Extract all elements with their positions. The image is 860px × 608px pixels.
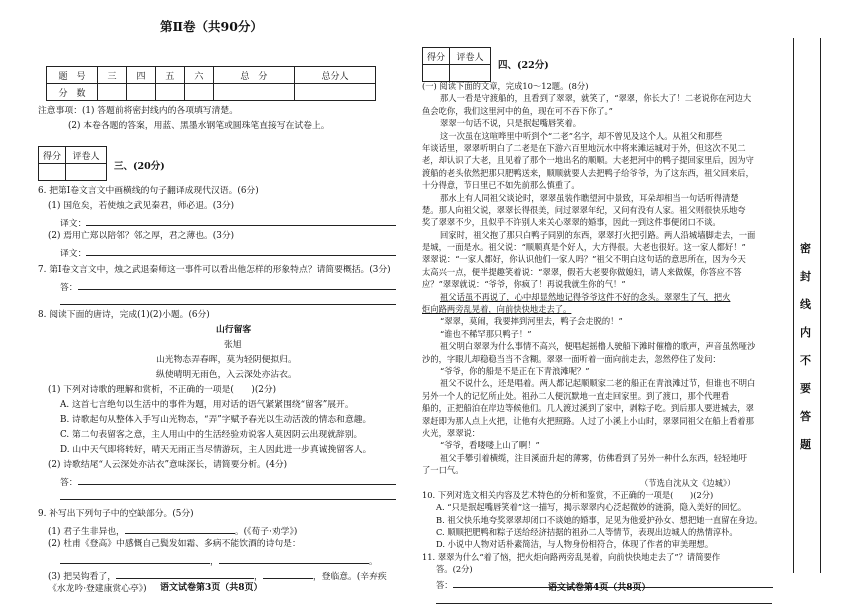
left-questions: 6. 把第Ⅰ卷文言文中画横线的句子翻译成现代汉语。(6分) (1) 国危矣，若使烛之武见秦君，师必退。(3分) 译文： (2) 焉用亡郑以陪邻？邻之厚，君之薄也。(3分) 译文： 7. 第Ⅰ卷文言文中，烛之武退秦师这一事件可以看出他怎样的形象特点？请简要概括。(3分) 答： 8. 阅读下面的唐诗，完成(1)(2)小题。(6分) 山行留客 张旭 山光物态弄春晖，莫为轻阴便拟归。 纵使晴明无雨色，入云深处亦沾衣。 (1) 下列对诗歌的理解和赏析，不正确的一项是( )(2分) A. 这首七言绝句以生活中的事件为题，用对话的语气紧紧围绕“留客”展开。 B. 诗歌起句从整体入手写山光物态，“弄”字赋予春光以生动活泼的情态和意趣。 C. 第二句表留客之意，主人用山中的生活经验劝说客人莫因阴云出现就辞别。 D. 山中天气即将转好，晴天无雨正当尽情游玩，主人因此进一步真诚挽留客人。 (2) 诗歌结尾“人云深处亦沾衣”意味深长，请简要分析。(4分) 答： 9. 补写出下列句子中的空缺部分。(5分) (1) 君子生非异也， 。(《荀子·劝学》) (2) 杜甫《登高》中感慨自己鬓发如霜、多病不能饮酒的诗句是： ， 。 (3) 把吴钩看了， ， ，登临意。(辛弃疾 《水龙吟·登建康赏心亭》) [38,184,396,597]
seal-char: 答 [800,410,811,423]
question-10: 10. 下列对选文相关内容及艺术特色的分析和鉴赏，不正确的一项是( )(2分) [422,489,714,500]
passage-line: “爷爷，你的船是不是正在下青浪滩呢？” [440,365,590,376]
question-9-2: (2) 杜甫《登高》中感慨自己鬓发如霜、多病不能饮酒的诗句是： [48,539,301,549]
fill-blank[interactable] [116,567,254,579]
grader-box-score-label: 得分 [39,147,66,164]
passage-line: 火光，翠翠说： [422,427,481,438]
grader-box [422,47,491,82]
passage-line: 那水上有人同祖父谈论时，翠翠虽装作瞧望河中景致，耳朵却相当一句话听得清楚 [440,192,739,203]
reading-intro: (一) 阅读下面的文章，完成10～12题。(8分) [422,81,589,91]
passage-line: “爷爷，看喽喽上山了啊！” [440,440,540,451]
question-8: 8. 阅读下面的唐诗，完成(1)(2)小题。(6分) [38,310,210,320]
passage-line: 祖父明白翠翠为什么事情不高兴，便唱起摇橹人驶船下滩时催橹的歌声，声音虽然哑沙 [440,341,756,352]
notice-line: (2) 本卷各题的答案，用蓝、黑墨水钢笔或圆珠笔直接写在试卷上。 [68,121,330,131]
passage-line: 回家时，祖父抱了那只白鸭子同别的东西，翠翠打火把引路。两人沿城墙脚走去，一面 [440,229,756,240]
answer-line[interactable] [60,293,396,305]
score-table-header-row [47,67,376,84]
seal-char: 封 [800,270,811,283]
answer-label: 答： [60,478,78,488]
underlined-passage-line: 祖父话虽不再说了，心中却显然地记得爷爷这件不好的念头。翠翠生了气，把火 [440,291,731,302]
question-6-2: (2) 焉用亡郑以陪邻？邻之厚，君之薄也。(3分) [48,231,235,241]
question-11-cont: 答。(2分) [436,564,473,575]
question-11: 11. 翠翠为什么“着了恼，把火炬向路两旁乱晃着，向前快快地走去了”？请简要作 [422,551,721,562]
seal-char: 线 [800,298,811,311]
score-header-cell: 三 [98,67,127,84]
score-header-cell: 总 分 [213,67,294,84]
question-6-1: (1) 国危矣，若使烛之武见秦君，师必退。(3分) [48,201,235,211]
passage-line: 另外一个人的记忆所止处。祖孙二人便沉默地一直走回家里。到了渡口，那个代理看 [422,390,729,401]
notice-line: 注意事项：(1) 答题前将密封线内的各项填写清楚。 [38,106,238,116]
option-c[interactable]: C. 第二句表留客之意，主人用山中的生活经验劝说客人莫因阴云出现就辞别。 [60,430,363,440]
question-6: 6. 把第Ⅰ卷文言文中画横线的句子翻译成现代汉语。(6分) [38,186,259,196]
passage-line: 渡船的老头依然把那只肥鸭送来，顺顺就要人去把鸭子给爷爷，为了这东西，祖父回来后， [422,167,754,178]
poem-line: 纵使晴明无雨色，入云深处亦沾衣。 [156,370,297,380]
score-cell-empty[interactable] [213,84,294,101]
question-9-3: (3) 把吴钩看了， [48,572,117,582]
score-table-score-row [47,84,376,101]
option-d[interactable]: D. 小说中人物对话朴素简洁，与人物身份相符合，体现了作者的审美理想。 [436,539,714,550]
passage-line: 翠赶即为那人点上火把，让他有火把照路。人过了小溪上小山时，翠翠同祖父在船上看着那 [422,415,754,426]
passage-line: “翠翠，莫闹，我要摔到河里去，鸭子会走脱的！” [440,316,623,327]
passage-line: 祖父不说什么，还是唱着。两人都记起顺顺家二老的船正在青浪滩过节，但谁也不明白 [440,378,756,389]
score-header-cell: 总分人 [294,67,375,84]
passage-line: 沙的，字眼儿却稳稳当当不含糊。翠翠一面听着一面向前走去，忽然停住了发问： [422,353,721,364]
passage-line: 翠翠说：“一家人都好，你认识他们一家人吗？”祖父不明白这句话的意思所在，因为今天 [422,254,746,265]
score-cell-empty[interactable] [184,84,213,101]
passage-line: 应？”翠翠就说：“爷爷，你疯了！再说我就生你的气！” [422,279,626,290]
question-9: 9. 补写出下列句子中的空缺部分。(5分) [38,509,194,519]
left-page-title: 第Ⅱ卷（共90分） [160,19,263,34]
answer-line[interactable] [86,214,396,226]
answer-line[interactable] [436,592,772,604]
passage-line: 太高兴一点，便半提趣笑着说：“翠翠，假若大老要你做媳妇，请人来做媒，你答应不答 [422,266,742,277]
question-8-1: (1) 下列对诗歌的理解和赏析，不正确的一项是( )(2分) [48,385,277,395]
score-header-cell: 四 [126,67,155,84]
answer-line[interactable] [60,488,396,500]
score-header-cell: 五 [155,67,184,84]
seal-char: 不 [800,354,811,367]
question-7: 7. 第Ⅰ卷文言文中，烛之武退秦师这一事件可以看出他怎样的形象特点？请简要概括。(3分) [38,265,391,275]
question-9-3-source-cont: 《水龙吟·登建康赏心亭》) [48,584,147,594]
grader-box-score-cell[interactable] [423,65,450,82]
seal-char: 题 [800,438,811,451]
question-9-3-source: ，登临意。(辛弃疾 [312,572,387,582]
score-cell-empty[interactable] [98,84,127,101]
passage-line: 翠翠一句话不说，只是抿起嘴唇笑着。 [440,118,582,129]
score-header-cell: 六 [184,67,213,84]
grader-box-score-label: 得分 [423,48,450,65]
passage-source: （节选自沈从文《边城》） [640,477,736,488]
option-c[interactable]: C. 顺顺把肥鸭和粽子送给经济拮据的祖孙二人等情节，表现出边城人的热情淳朴。 [436,527,738,538]
answer-line[interactable] [86,244,396,256]
passage-line: 船的，正把船泊在岸边等候他们。几人渡过溪到了家中，剥粽子吃。到后那人要进城去，翠 [422,403,754,414]
passage-line: 鱼会吃你，我们这里河中的鱼，现在可不吞下你了。” [422,105,613,116]
fill-blank[interactable] [263,567,313,579]
poem-line: 山光物态弄春晖，莫为轻阴便拟归。 [156,355,297,365]
grader-box-score-cell[interactable] [39,164,66,181]
underlined-passage-line: 炬向路两旁乱晃着，向前快快地走去了。 [422,304,572,315]
question-9-1-source: 。(《荀子·劝学》) [234,527,298,537]
translation-label: 译文： [60,219,87,229]
passage-line: 那人一看是守渡船的，且看到了翠翠，就笑了，“翠翠，你长大了！二老说你在河边大 [440,93,752,104]
score-row-label: 分 数 [47,84,98,101]
passage-line: 是城，一面是水。祖父说：“顺顺真是个好人，大方得很。大老也很好。这一家人都好！” [422,242,746,253]
poem-title: 山行留客 [216,325,252,335]
fill-blank[interactable] [60,552,210,564]
left-page-footer: 语文试卷第3页（共8页） [160,583,263,593]
option-d[interactable]: D. 山中天气即将转好，晴天无雨正当尽情游玩，主人因此进一步真诚挽留客人。 [60,445,372,455]
score-cell-empty[interactable] [294,84,375,101]
translation-label: 译文： [60,249,87,259]
passage-line: 了一口气。 [422,465,464,476]
option-a[interactable]: A. 这首七言绝句以生活中的事件为题，用对话的语气紧紧围绕“留客”展开。 [60,400,354,410]
passage-line: 这一次虽在这喧哗里中听到个“二老”名字，却不曾见及这个人。从祖父和那些 [440,130,723,141]
answer-label: 答： [60,283,78,293]
poem-author: 张旭 [224,340,242,350]
option-b[interactable]: B. 祖父快乐地夸奖翠翠却闭口不谈她的婚事，足见为他爱护孙女、想把她一直留在身边。 [436,514,763,525]
passage-line: 奖了翠翠不少，且似乎不许别人来关心翠翠的婚事，因此一到这件事便闭口不谈。 [422,217,721,228]
score-cell-empty[interactable] [126,84,155,101]
answer-line[interactable] [78,473,396,485]
answer-label: 答： [436,579,453,590]
fill-blank[interactable] [125,522,235,534]
grader-box-grader-cell[interactable] [450,65,491,82]
seal-char: 要 [800,382,811,395]
section-four-title: 四、(22分) [498,60,549,71]
option-b[interactable]: B. 诗歌起句从整体入手写山光物态，“弄”字赋予春光以生动活泼的情态和意趣。 [60,415,372,425]
passage-line: 楚。那人向祖父说，翠翠长得很美，问过翠翠年纪，又问有没有人家。祖父则很快乐地夸 [422,204,746,215]
passage-line: 年谈话里，翠翠听明白了二老是在下游六百里地沅水中将来滩运城对于外，但这次不见二 [422,142,746,153]
score-cell-empty[interactable] [155,84,184,101]
passage-line: 祖父手攀引着横缆，注目溪面升起的薄雾，仿佛看到了另外一种什么东西，轻轻地吁 [440,452,747,463]
seal-char: 密 [800,242,811,255]
seal-char: 内 [800,326,811,339]
right-page-footer: 语文试卷第4页（共8页） [548,583,651,593]
passage-line: 十分得意，节日里已不如先前那么慎重了。 [422,180,580,191]
right-passage [422,80,773,608]
grader-box-grader-label: 评卷人 [66,147,107,164]
answer-line[interactable] [78,278,396,290]
grader-box-grader-cell[interactable] [66,164,107,181]
fill-blank[interactable] [219,552,369,564]
score-table [46,66,376,101]
grader-box [38,146,107,181]
passage-line: 老，却认识了大老，且见着了那个一地出名的顺顺。大老把河中的鸭子提回家里后，因为守 [422,155,754,166]
notice-block [38,104,330,134]
score-header-cell: 题 号 [47,67,98,84]
grader-box-grader-label: 评卷人 [450,48,491,65]
section-three-title: 三、(20分) [114,161,165,172]
option-a[interactable]: A. “只是抿起嘴唇笑着”这一描写，揭示翠翠内心泛起微妙的涟漪，隐入美好的回忆。 [436,502,747,513]
question-9-1: (1) 君子生非异也， [48,527,125,537]
question-8-2: (2) 诗歌结尾“人云深处亦沾衣”意味深长，请简要分析。(4分) [48,460,288,470]
passage-line: “谁也不稀罕那只鸭子！” [440,328,532,339]
